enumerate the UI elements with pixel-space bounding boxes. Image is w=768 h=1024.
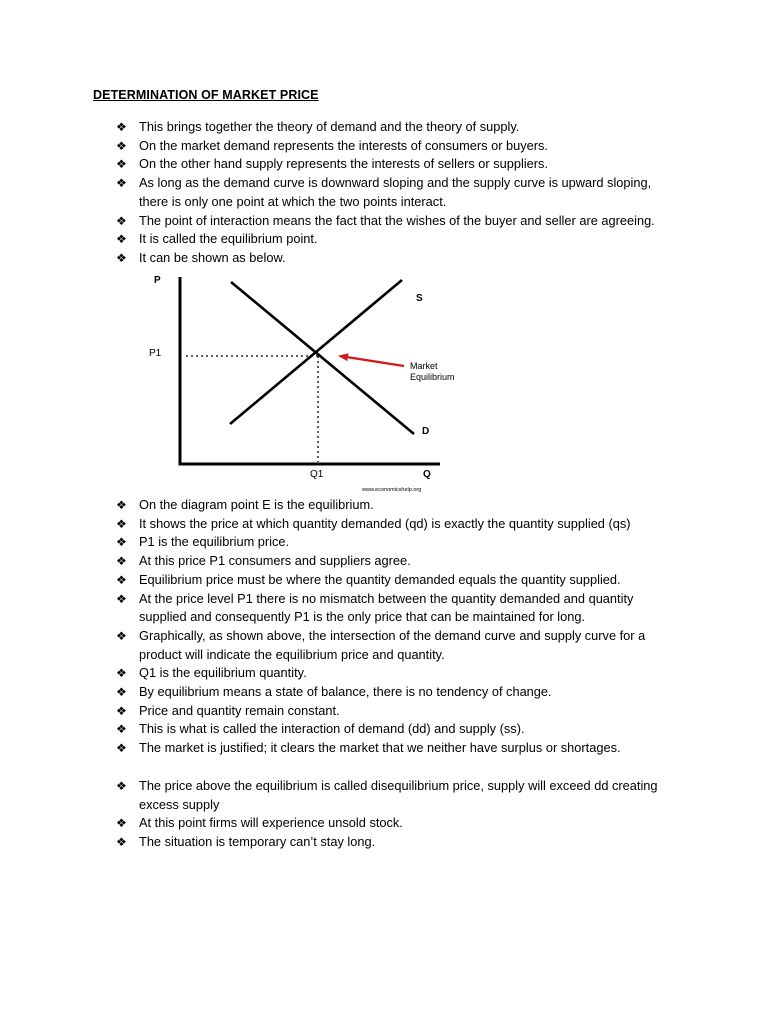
list-item bbox=[0, 137, 679, 156]
list-item-text: It can be shown as below. bbox=[139, 249, 286, 265]
bullet-icon: ❖ bbox=[116, 722, 127, 737]
list-item-text: It shows the price at which quantity demanded (qd) is exactly the quantity supplied (qs) bbox=[139, 515, 631, 531]
x-axis-label: Q bbox=[423, 469, 431, 480]
list-item bbox=[0, 496, 679, 515]
list-item bbox=[0, 118, 679, 137]
bullet-icon: ❖ bbox=[116, 572, 127, 587]
document-title: DETERMINATION OF MARKET PRICE bbox=[93, 88, 319, 102]
list-item bbox=[0, 174, 679, 211]
list-item-text: On the market demand represents the interests of consumers or buyers. bbox=[139, 137, 548, 153]
annotation-line-2: Equilibrium bbox=[410, 372, 455, 382]
bullet-icon: ❖ bbox=[116, 138, 127, 153]
y-axis-label: P bbox=[154, 275, 161, 286]
bullet-list-explanation bbox=[0, 496, 679, 758]
bullet-icon: ❖ bbox=[116, 250, 127, 265]
bullet-icon: ❖ bbox=[116, 591, 127, 606]
list-item bbox=[0, 627, 679, 664]
bullet-icon: ❖ bbox=[116, 120, 127, 134]
diagram-source: www.economicshelp.org bbox=[362, 487, 422, 493]
list-item bbox=[0, 720, 679, 739]
bullet-icon: ❖ bbox=[116, 685, 127, 700]
list-item bbox=[0, 533, 679, 552]
bullet-icon: ❖ bbox=[116, 835, 127, 850]
list-item bbox=[0, 552, 679, 571]
bullet-icon: ❖ bbox=[116, 628, 127, 643]
list-item-text: This is what is called the interaction of demand (dd) and supply (ss). bbox=[139, 721, 525, 737]
demand-label: D bbox=[422, 426, 430, 437]
list-item-text: Graphically, as shown above, the intersection of the demand curve and supply curve for a product will indicate the equilibrium price and quantity. bbox=[139, 627, 646, 662]
demand-curve bbox=[231, 282, 414, 434]
price-label: P1 bbox=[149, 348, 162, 359]
supply-demand-diagram bbox=[140, 268, 460, 494]
list-item bbox=[0, 777, 679, 814]
list-item-text: The price above the equilibrium is called disequilibrium price, supply will exceed dd creating excess supply bbox=[139, 778, 658, 812]
list-item-text: By equilibrium means a state of balance, there is no tendency of change. bbox=[139, 684, 552, 700]
bullet-icon: ❖ bbox=[116, 741, 127, 756]
list-item bbox=[0, 571, 679, 590]
bullet-icon: ❖ bbox=[116, 779, 127, 793]
list-item-text: On the other hand supply represents the interests of sellers or suppliers. bbox=[139, 156, 549, 172]
bullet-list-intro bbox=[0, 118, 679, 268]
list-item bbox=[0, 702, 679, 721]
list-item bbox=[0, 590, 679, 627]
bullet-icon: ❖ bbox=[116, 816, 127, 831]
supply-label: S bbox=[416, 293, 423, 304]
bullet-icon: ❖ bbox=[116, 554, 127, 569]
bullet-icon: ❖ bbox=[116, 703, 127, 718]
list-item-text: The situation is temporary can’t stay long. bbox=[139, 834, 376, 850]
bullet-icon: ❖ bbox=[116, 232, 127, 247]
list-item-text: At the price level P1 there is no mismatch between the quantity demanded and quantity supplied and consequently P1 is the only price that can be maintained for long. bbox=[139, 590, 634, 625]
bullet-icon: ❖ bbox=[116, 498, 127, 512]
bullet-icon: ❖ bbox=[116, 535, 127, 550]
bullet-icon: ❖ bbox=[116, 666, 127, 681]
list-item-text: The market is justified; it clears the market that we neither have surplus or shortages. bbox=[139, 740, 621, 756]
list-item-text: This brings together the theory of demand and the theory of supply. bbox=[139, 119, 520, 134]
list-item-text: Q1 is the equilibrium quantity. bbox=[139, 665, 307, 681]
list-item bbox=[0, 155, 679, 174]
bullet-icon: ❖ bbox=[116, 213, 127, 228]
quantity-label: Q1 bbox=[310, 469, 324, 480]
list-item-text: As long as the demand curve is downward sloping and the supply curve is upward sloping, there is only one point at which the two points interact. bbox=[139, 175, 652, 209]
list-item-text: Price and quantity remain constant. bbox=[139, 702, 340, 718]
list-item-text: It is called the equilibrium point. bbox=[139, 231, 318, 247]
list-item bbox=[0, 212, 679, 231]
list-item-text: Equilibrium price must be where the quantity demanded equals the quantity supplied. bbox=[139, 571, 621, 587]
bullet-icon: ❖ bbox=[116, 516, 127, 531]
bullet-icon: ❖ bbox=[116, 157, 127, 172]
list-item bbox=[0, 664, 679, 683]
list-item bbox=[0, 515, 679, 534]
list-item-text: On the diagram point E is the equilibrium. bbox=[139, 497, 374, 512]
equilibrium-arrow bbox=[340, 356, 404, 366]
list-item bbox=[0, 230, 679, 249]
list-item-text: P1 is the equilibrium price. bbox=[139, 534, 290, 550]
list-item bbox=[0, 833, 679, 852]
list-item bbox=[0, 739, 679, 758]
list-item bbox=[0, 249, 679, 268]
list-item bbox=[0, 683, 679, 702]
annotation-line-1: Market bbox=[410, 361, 438, 371]
list-item-text: The point of interaction means the fact that the wishes of the buyer and seller are agreeing. bbox=[139, 212, 655, 228]
bullet-list-disequilibrium bbox=[0, 777, 679, 852]
list-item bbox=[0, 814, 679, 833]
list-item-text: At this price P1 consumers and suppliers agree. bbox=[139, 553, 411, 569]
bullet-icon: ❖ bbox=[116, 176, 127, 191]
list-item-text: At this point firms will experience unsold stock. bbox=[139, 815, 403, 831]
